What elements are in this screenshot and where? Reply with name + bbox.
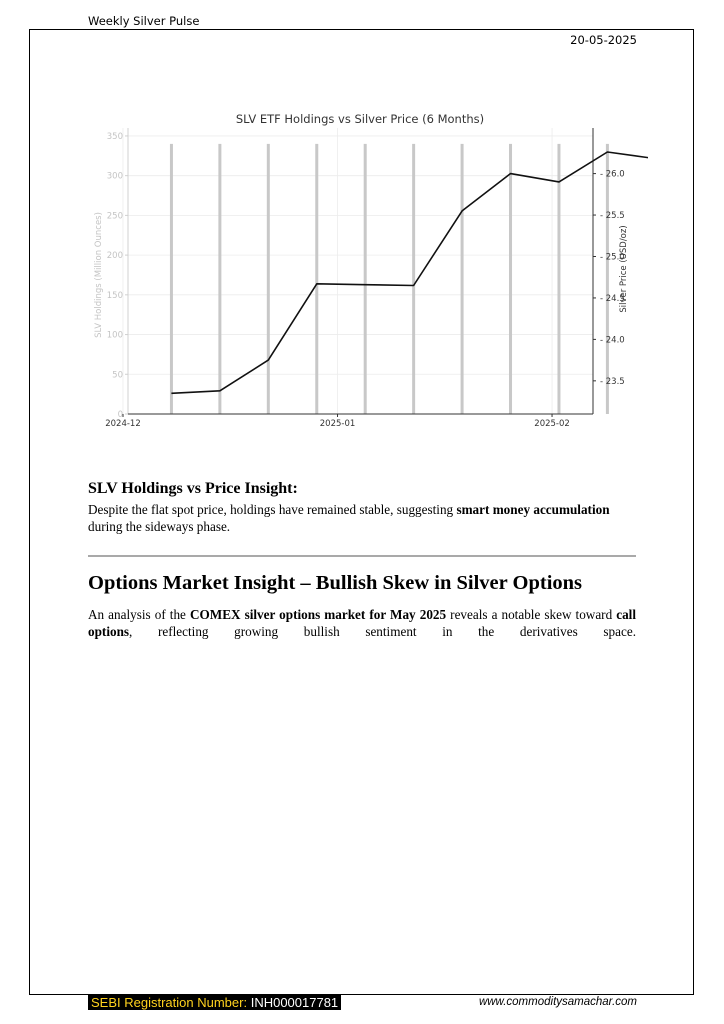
y-axis-right-label: Silver Price (USD/oz)	[619, 225, 629, 313]
price-line	[171, 152, 648, 399]
holdings-bar	[364, 144, 367, 414]
y-axis-left-label: SLV Holdings (Million Ounces)	[94, 212, 104, 338]
options-text-1: An analysis of the	[88, 607, 190, 622]
chart-grid	[123, 128, 648, 414]
holdings-insight-section	[88, 480, 636, 535]
left-tick-label: 300	[106, 171, 123, 182]
running-title: Weekly Silver Pulse	[88, 14, 200, 28]
right-tick-label: - 25.5	[600, 211, 625, 222]
right-tick-label: - 26.0	[600, 169, 625, 180]
left-tick-label: 0	[117, 410, 123, 420]
chart-axes	[128, 128, 593, 414]
report-date: 20-05-2025	[570, 33, 637, 47]
website-link[interactable]: www.commoditysamachar.com	[478, 996, 637, 1008]
sebi-number: INH000017781	[250, 995, 339, 1010]
options-insight-heading: Options Market Insight – Bullish Skew in Silver Options	[88, 572, 583, 594]
left-tick-label: 250	[106, 211, 123, 222]
holdings-bar	[170, 144, 173, 414]
left-tick-label: 100	[106, 330, 123, 341]
chart-svg	[88, 106, 648, 436]
holdings-insight-text	[88, 501, 636, 535]
holdings-bar	[461, 144, 464, 414]
x-tick-label: 2025-01	[319, 419, 356, 429]
chart-title: SLV ETF Holdings vs Silver Price (6 Months)	[235, 112, 485, 126]
right-tick-label: - 24.5	[600, 293, 625, 304]
options-insight-section	[88, 572, 636, 640]
left-tick-label: 200	[106, 251, 123, 262]
holdings-bar	[412, 144, 415, 414]
holdings-bar	[218, 144, 221, 414]
holdings-insight-heading: SLV Holdings vs Price Insight:	[88, 480, 298, 497]
holdings-bar	[606, 144, 609, 414]
holdings-text-bold: smart money accumulation	[456, 502, 610, 517]
holdings-vs-price-chart	[88, 106, 648, 436]
holdings-bar	[557, 144, 560, 414]
left-tick-label: 350	[106, 131, 123, 142]
x-tick-label: 2024-12	[105, 419, 141, 429]
holdings-bar	[315, 144, 318, 414]
section-divider	[88, 555, 636, 557]
right-tick-label: - 24.0	[600, 335, 625, 346]
right-tick-label: - 23.5	[600, 376, 625, 387]
options-text-2: reveals a notable skew toward	[446, 607, 617, 622]
left-tick-label: 150	[106, 290, 123, 301]
holdings-text-pre: Despite the flat spot price, holdings have remained stable, suggesting	[88, 502, 457, 517]
holdings-text-post: during the sideways phase.	[88, 519, 231, 534]
sebi-label: SEBI Registration Number:	[91, 995, 248, 1010]
options-bold-1: COMEX silver options market for May 2025	[189, 607, 447, 622]
holdings-bars	[170, 144, 648, 414]
holdings-bar	[267, 144, 270, 414]
options-text-3: , reflecting growing bullish sentiment in the derivatives space.	[129, 624, 636, 639]
price-line-group	[171, 152, 648, 399]
x-tick-label: 2025-02	[534, 419, 570, 429]
left-tick-label: 50	[112, 370, 123, 381]
sebi-registration	[88, 995, 341, 1010]
options-bold-2: call options	[88, 607, 637, 639]
holdings-bar	[509, 144, 512, 414]
right-tick-label: - 25.0	[600, 252, 625, 263]
options-insight-text	[88, 606, 636, 640]
